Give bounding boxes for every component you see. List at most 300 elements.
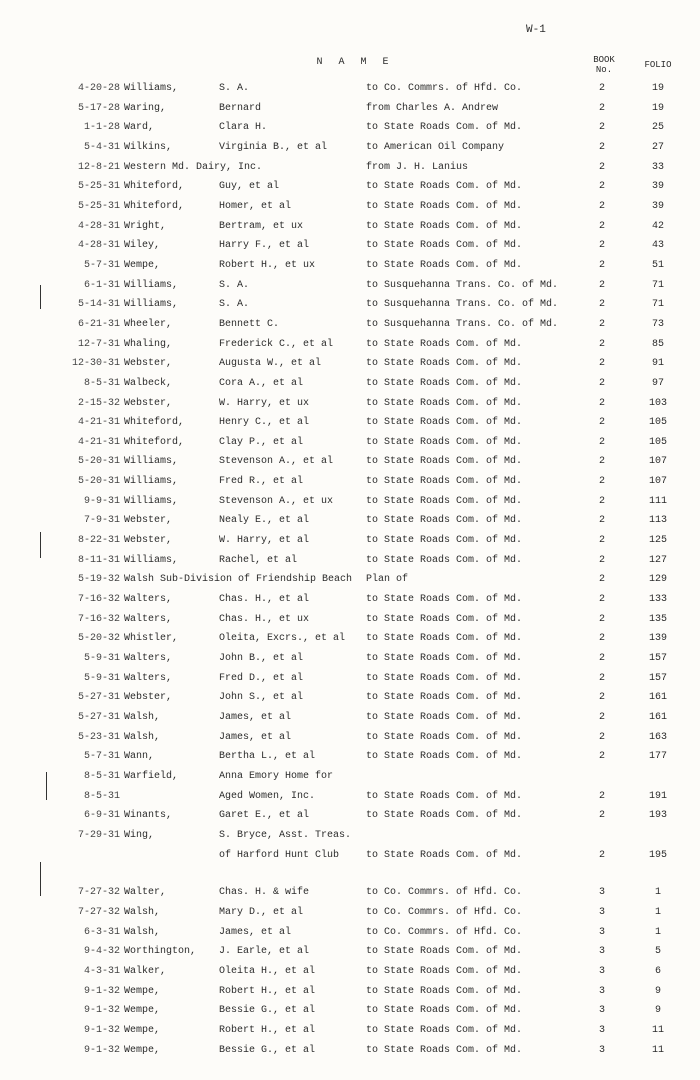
entry-date: 8-22-31 xyxy=(77,535,120,547)
entry-description: to State Roads Com. of Md. xyxy=(366,554,523,566)
entry-surname: Wempe, xyxy=(124,259,161,271)
entry-date: 4-21-31 xyxy=(77,417,120,429)
index-row xyxy=(0,767,700,787)
entry-folio-number: 91 xyxy=(651,358,664,370)
entry-surname: Walter, xyxy=(124,887,167,899)
entry-folio-number: 1 xyxy=(654,906,661,918)
entry-surname: Williams, xyxy=(124,83,179,94)
entry-folio-number: 127 xyxy=(648,554,667,566)
entry-description: to Susquehanna Trans. Co. of Md. xyxy=(366,299,559,311)
index-row xyxy=(0,354,700,374)
index-row xyxy=(0,826,700,846)
entry-folio-number: 111 xyxy=(648,495,667,507)
entry-given-name: Clara H. xyxy=(219,122,268,134)
entry-folio-number: 43 xyxy=(651,240,664,252)
entry-description: Plan of xyxy=(366,574,409,586)
entry-description: to State Roads Com. of Md. xyxy=(366,200,523,212)
entry-description: to State Roads Com. of Md. xyxy=(366,220,523,232)
entry-surname: Winants, xyxy=(124,810,173,822)
entry-folio-number: 177 xyxy=(648,751,667,763)
index-row xyxy=(0,883,700,903)
entry-book-number: 2 xyxy=(598,220,605,232)
index-row xyxy=(0,433,700,453)
entry-date: 5-20-31 xyxy=(77,456,120,468)
entry-given-name: Rachel, et al xyxy=(219,554,298,566)
entry-book-number: 2 xyxy=(598,358,605,370)
entry-description: to State Roads Com. of Md. xyxy=(366,790,523,802)
entry-folio-number: 19 xyxy=(651,102,664,114)
entry-book-number: 3 xyxy=(598,926,605,938)
entry-surname: Walsh, xyxy=(124,731,161,743)
entry-folio-number: 161 xyxy=(648,692,667,704)
entry-book-number: 2 xyxy=(598,515,605,527)
entry-date: 5-20-32 xyxy=(77,633,120,645)
index-row xyxy=(0,610,700,630)
entry-date: 12-8-21 xyxy=(77,161,120,173)
entry-date: 5-25-31 xyxy=(77,200,120,212)
entry-folio-number: 103 xyxy=(648,397,667,409)
entry-given-name: Stevenson A., et ux xyxy=(219,495,334,507)
index-row xyxy=(0,158,700,178)
entry-description: to Susquehanna Trans. Co. of Md. xyxy=(366,318,559,330)
index-row xyxy=(0,531,700,551)
index-row xyxy=(0,315,700,335)
entry-book-number: 2 xyxy=(598,377,605,389)
entry-folio-number: 129 xyxy=(648,574,667,586)
entry-folio-number: 133 xyxy=(648,594,667,606)
entry-date: 7-29-31 xyxy=(77,829,120,841)
entry-surname: Williams, xyxy=(124,279,179,291)
index-row xyxy=(0,787,700,807)
entry-description: to State Roads Com. of Md. xyxy=(366,181,523,193)
entry-description: to State Roads Com. of Md. xyxy=(366,692,523,704)
entry-book-number: 2 xyxy=(598,653,605,665)
index-entries xyxy=(0,79,700,1060)
entry-folio-number: 6 xyxy=(654,965,661,977)
entry-folio-number: 191 xyxy=(648,790,667,802)
index-row xyxy=(0,472,700,492)
entry-surname: Warfield, xyxy=(124,770,179,782)
entry-book-number: 2 xyxy=(598,456,605,468)
entry-folio-number: 9 xyxy=(654,1005,661,1017)
entry-book-number: 2 xyxy=(598,790,605,802)
entry-date: 7-16-32 xyxy=(77,594,120,606)
entry-description: to State Roads Com. of Md. xyxy=(366,240,523,252)
entry-date: 6-1-31 xyxy=(83,279,120,291)
entry-surname: Whaling, xyxy=(124,338,173,350)
entry-book-number: 2 xyxy=(598,200,605,212)
entry-given-name: Fred D., et al xyxy=(219,672,304,684)
entry-folio-number: 39 xyxy=(651,181,664,193)
entry-given-name: W. Harry, et ux xyxy=(219,397,310,409)
entry-book-number: 2 xyxy=(598,476,605,488)
entry-book-number: 2 xyxy=(598,692,605,704)
index-row xyxy=(0,649,700,669)
entry-surname: Whiteford, xyxy=(124,436,185,448)
margin-bracket-mark xyxy=(40,285,41,309)
entry-folio-number: 71 xyxy=(651,299,664,311)
index-row xyxy=(0,335,700,355)
entry-description: from Charles A. Andrew xyxy=(366,102,499,114)
folio-column-header: FOLIO xyxy=(644,60,672,70)
entry-surname: Webster, xyxy=(124,515,173,527)
entry-date: 9-9-31 xyxy=(83,495,120,507)
index-row xyxy=(0,276,700,296)
entry-surname: Walters, xyxy=(124,672,173,684)
entry-date: 1-1-28 xyxy=(83,122,120,134)
entry-date: 2-15-32 xyxy=(77,397,120,409)
index-row xyxy=(0,942,700,962)
entry-folio-number: 97 xyxy=(651,377,664,389)
entry-date: 6-21-31 xyxy=(77,318,120,330)
entry-surname: Whiteford, xyxy=(124,181,185,193)
entry-book-number: 3 xyxy=(598,1024,605,1036)
entry-description: to State Roads Com. of Md. xyxy=(366,417,523,429)
entry-book-number: 2 xyxy=(598,810,605,822)
entry-date: 5-19-32 xyxy=(77,574,120,586)
entry-date: 9-1-32 xyxy=(83,1044,120,1056)
entry-date: 5-7-31 xyxy=(83,751,120,763)
index-row xyxy=(0,295,700,315)
entry-date: 5-27-31 xyxy=(77,692,120,704)
entry-book-number: 3 xyxy=(598,1044,605,1056)
index-row xyxy=(0,669,700,689)
entry-description: to State Roads Com. of Md. xyxy=(366,712,523,723)
index-row xyxy=(0,728,700,748)
entry-date: 5-9-31 xyxy=(83,653,120,665)
entry-given-name: Bennett C. xyxy=(219,318,280,330)
entry-book-number: 2 xyxy=(598,613,605,625)
entry-book-number: 3 xyxy=(598,1005,605,1017)
entry-book-number: 2 xyxy=(598,417,605,429)
entry-given-name: Bessie G., et al xyxy=(219,1044,316,1056)
entry-surname: Wilkins, xyxy=(124,141,173,153)
entry-folio-number: 107 xyxy=(648,476,667,488)
entry-date: 4-28-31 xyxy=(77,220,120,232)
entry-date: 4-28-31 xyxy=(77,240,120,252)
entry-given-name: Henry C., et al xyxy=(219,417,310,429)
entry-date: 9-4-32 xyxy=(83,946,120,958)
index-row xyxy=(0,1041,700,1061)
entry-folio-number: 157 xyxy=(648,653,667,665)
entry-folio-number: 157 xyxy=(648,672,667,684)
entry-date: 5-20-31 xyxy=(77,476,120,488)
entry-given-name: of Harford Hunt Club xyxy=(219,849,340,861)
entry-folio-number: 1 xyxy=(654,926,661,938)
entry-given-name: Oleita, Excrs., et al xyxy=(219,633,346,645)
entry-date: 4-3-31 xyxy=(83,965,120,977)
entry-folio-number: 5 xyxy=(654,946,661,958)
entry-description: to Co. Commrs. of Hfd. Co. xyxy=(366,906,523,918)
entry-book-number: 3 xyxy=(598,906,605,918)
entry-description: to Co. Commrs. of Hfd. Co. xyxy=(366,83,523,94)
entry-given-name: Bernard xyxy=(219,102,262,114)
entry-book-number: 3 xyxy=(598,965,605,977)
entry-surname: Webster, xyxy=(124,397,173,409)
page-id: W-1 xyxy=(526,24,546,36)
entry-book-number: 2 xyxy=(598,240,605,252)
index-row xyxy=(0,962,700,982)
margin-bracket-mark xyxy=(46,772,47,800)
index-row xyxy=(0,413,700,433)
book-header-line-2: No. xyxy=(595,65,613,75)
entry-given-name: S. A. xyxy=(219,279,250,291)
index-row xyxy=(0,217,700,237)
entry-book-number: 3 xyxy=(598,985,605,997)
entry-given-name: Robert H., et al xyxy=(219,985,316,997)
entry-book-number: 2 xyxy=(598,731,605,743)
entry-folio-number: 27 xyxy=(651,141,664,153)
entry-description: to State Roads Com. of Md. xyxy=(366,672,523,684)
entry-surname: Walsh, xyxy=(124,926,161,938)
entry-folio-number: 9 xyxy=(654,985,661,997)
index-row xyxy=(0,846,700,866)
entry-folio-number: 1 xyxy=(654,887,661,899)
index-row xyxy=(0,551,700,571)
entry-date: 7-16-32 xyxy=(77,613,120,625)
entry-description: to Co. Commrs. of Hfd. Co. xyxy=(366,926,523,938)
entry-folio-number: 25 xyxy=(651,122,664,134)
entry-book-number: 2 xyxy=(598,594,605,606)
entry-folio-number: 161 xyxy=(648,712,667,723)
entry-date: 9-1-32 xyxy=(83,1024,120,1036)
entry-surname: Western Md. Dairy, Inc. xyxy=(124,161,263,173)
entry-folio-number: 107 xyxy=(648,456,667,468)
entry-book-number: 2 xyxy=(598,181,605,193)
entry-surname: Wempe, xyxy=(124,1005,161,1017)
index-row xyxy=(0,118,700,138)
entry-date: 5-7-31 xyxy=(83,259,120,271)
entry-date: 8-5-31 xyxy=(83,770,120,782)
entry-date: 5-4-31 xyxy=(83,141,120,153)
entry-surname: Waring, xyxy=(124,102,167,114)
entry-given-name: S. A. xyxy=(219,299,250,311)
entry-given-name: Augusta W., et al xyxy=(219,358,322,370)
entry-given-name: Aged Women, Inc. xyxy=(219,790,316,802)
entry-given-name: W. Harry, et al xyxy=(219,535,310,547)
entry-description: from J. H. Lanius xyxy=(366,161,469,173)
entry-book-number: 3 xyxy=(598,887,605,899)
entry-description: to Susquehanna Trans. Co. of Md. xyxy=(366,279,559,291)
entry-given-name: James, et al xyxy=(219,712,292,723)
entry-date: 5-9-31 xyxy=(83,672,120,684)
entry-given-name: John B., et al xyxy=(219,653,304,665)
entry-book-number: 2 xyxy=(598,633,605,645)
entry-given-name: Clay P., et al xyxy=(219,436,304,448)
entry-given-name: Anna Emory Home for xyxy=(219,770,334,782)
entry-surname: Walsh Sub-Division of Friendship Beach xyxy=(124,574,353,586)
entry-surname: Webster, xyxy=(124,692,173,704)
index-row xyxy=(0,138,700,158)
entry-description: to State Roads Com. of Md. xyxy=(366,1005,523,1017)
index-row xyxy=(0,806,700,826)
entry-surname: Walters, xyxy=(124,594,173,606)
entry-date: 6-3-31 xyxy=(83,926,120,938)
book-header-line-1: BOOK xyxy=(593,55,615,65)
entry-surname: Williams, xyxy=(124,495,179,507)
entry-given-name: S. Bryce, Asst. Treas. xyxy=(219,829,352,841)
entry-surname: Whiteford, xyxy=(124,417,185,429)
entry-surname: Webster, xyxy=(124,535,173,547)
entry-folio-number: 125 xyxy=(648,535,667,547)
entry-folio-number: 193 xyxy=(648,810,667,822)
entry-date: 12-30-31 xyxy=(71,358,120,370)
book-column-header xyxy=(586,55,622,75)
entry-description: to State Roads Com. of Md. xyxy=(366,849,523,861)
entry-surname: Wempe, xyxy=(124,985,161,997)
entry-book-number: 2 xyxy=(598,161,605,173)
entry-date: 7-27-32 xyxy=(77,887,120,899)
entry-folio-number: 11 xyxy=(651,1044,664,1056)
entry-given-name: Garet E., et al xyxy=(219,810,310,822)
index-row xyxy=(0,99,700,119)
index-row xyxy=(0,79,700,99)
entry-surname: Williams, xyxy=(124,554,179,566)
entry-description: to State Roads Com. of Md. xyxy=(366,338,523,350)
entry-surname: Whistler, xyxy=(124,633,179,645)
index-row xyxy=(0,1001,700,1021)
entry-description: to State Roads Com. of Md. xyxy=(366,965,523,977)
entry-surname: Williams, xyxy=(124,476,179,488)
entry-description: to State Roads Com. of Md. xyxy=(366,653,523,665)
entry-surname: Wann, xyxy=(124,751,155,763)
entry-description: to State Roads Com. of Md. xyxy=(366,1044,523,1056)
entry-description: to State Roads Com. of Md. xyxy=(366,613,523,625)
entry-given-name: Frederick C., et al xyxy=(219,338,334,350)
entry-description: to State Roads Com. of Md. xyxy=(366,377,523,389)
entry-given-name: Cora A., et al xyxy=(219,377,304,389)
entry-given-name: Virginia B., et al xyxy=(219,141,328,153)
entry-description: to State Roads Com. of Md. xyxy=(366,751,523,763)
entry-book-number: 2 xyxy=(598,554,605,566)
entry-description: to Co. Commrs. of Hfd. Co. xyxy=(366,887,523,899)
entry-folio-number: 51 xyxy=(651,259,664,271)
entry-folio-number: 105 xyxy=(648,436,667,448)
entry-description: to State Roads Com. of Md. xyxy=(366,515,523,527)
entry-given-name: Fred R., et al xyxy=(219,476,304,488)
entry-date: 9-1-32 xyxy=(83,985,120,997)
entry-folio-number: 42 xyxy=(651,220,664,232)
entry-date: 8-5-31 xyxy=(83,377,120,389)
entry-description: to State Roads Com. of Md. xyxy=(366,358,523,370)
entry-surname: Wempe, xyxy=(124,1044,161,1056)
entry-folio-number: 163 xyxy=(648,731,667,743)
index-row xyxy=(0,197,700,217)
entry-folio-number: 73 xyxy=(651,318,664,330)
entry-date: 4-20-28 xyxy=(77,83,120,94)
entry-given-name: James, et al xyxy=(219,926,292,938)
entry-surname: Walsh, xyxy=(124,712,161,723)
index-row xyxy=(0,177,700,197)
entry-book-number: 2 xyxy=(598,299,605,311)
index-row xyxy=(0,903,700,923)
entry-given-name: Bessie G., et al xyxy=(219,1005,316,1017)
entry-date: 5-14-31 xyxy=(77,299,120,311)
entry-folio-number: 139 xyxy=(648,633,667,645)
index-row xyxy=(0,236,700,256)
entry-surname: Ward, xyxy=(124,122,155,134)
index-row xyxy=(0,511,700,531)
entry-book-number: 2 xyxy=(598,574,605,586)
entry-surname: Worthington, xyxy=(124,946,197,958)
entry-folio-number: 113 xyxy=(648,515,667,527)
section-gap xyxy=(0,865,700,883)
entry-description: to State Roads Com. of Md. xyxy=(366,810,523,822)
entry-book-number: 2 xyxy=(598,535,605,547)
index-row xyxy=(0,256,700,276)
entry-given-name: Oleita H., et al xyxy=(219,965,316,977)
entry-book-number: 2 xyxy=(598,141,605,153)
entry-folio-number: 11 xyxy=(651,1024,664,1036)
entry-surname: Williams, xyxy=(124,456,179,468)
index-row xyxy=(0,688,700,708)
entry-date: 4-21-31 xyxy=(77,436,120,448)
entry-folio-number: 39 xyxy=(651,200,664,212)
entry-book-number: 2 xyxy=(598,751,605,763)
index-row xyxy=(0,747,700,767)
index-row xyxy=(0,492,700,512)
entry-description: to State Roads Com. of Md. xyxy=(366,594,523,606)
entry-surname: Williams, xyxy=(124,299,179,311)
entry-surname: Walker, xyxy=(124,965,167,977)
entry-given-name: Stevenson A., et al xyxy=(219,456,334,468)
entry-folio-number: 19 xyxy=(651,83,664,94)
entry-book-number: 2 xyxy=(598,102,605,114)
entry-description: to State Roads Com. of Md. xyxy=(366,985,523,997)
entry-book-number: 2 xyxy=(598,849,605,861)
entry-date: 9-1-32 xyxy=(83,1005,120,1017)
entry-description: to State Roads Com. of Md. xyxy=(366,397,523,409)
entry-date: 7-27-32 xyxy=(77,906,120,918)
entry-given-name: John S., et al xyxy=(219,692,304,704)
margin-bracket-mark xyxy=(40,862,41,896)
index-row xyxy=(0,374,700,394)
entry-surname: Wempe, xyxy=(124,1024,161,1036)
index-row xyxy=(0,982,700,1002)
entry-folio-number: 105 xyxy=(648,417,667,429)
entry-given-name: Guy, et al xyxy=(219,181,280,193)
entry-date: 5-27-31 xyxy=(77,712,120,723)
entry-surname: Wheeler, xyxy=(124,318,173,330)
entry-given-name: Mary D., et al xyxy=(219,906,304,918)
entry-date: 5-25-31 xyxy=(77,181,120,193)
index-row xyxy=(0,590,700,610)
entry-surname: Whiteford, xyxy=(124,200,185,212)
entry-surname: Webster, xyxy=(124,358,173,370)
entry-surname: Walters, xyxy=(124,613,173,625)
entry-description: to State Roads Com. of Md. xyxy=(366,633,523,645)
entry-description: to State Roads Com. of Md. xyxy=(366,436,523,448)
entry-folio-number: 33 xyxy=(651,161,664,173)
entry-given-name: S. A. xyxy=(219,83,250,94)
entry-surname: Walsh, xyxy=(124,906,161,918)
entry-given-name: Robert H., et ux xyxy=(219,259,316,271)
entry-date: 8-11-31 xyxy=(77,554,120,566)
name-column-header: N A M E xyxy=(316,57,394,68)
index-row xyxy=(0,708,700,728)
entry-surname: Wright, xyxy=(124,220,167,232)
entry-surname: Walters, xyxy=(124,653,173,665)
entry-description: to State Roads Com. of Md. xyxy=(366,122,523,134)
index-row xyxy=(0,452,700,472)
entry-date: 7-9-31 xyxy=(83,515,120,527)
entry-book-number: 2 xyxy=(598,318,605,330)
entry-surname: Wiley, xyxy=(124,240,161,252)
index-row xyxy=(0,394,700,414)
entry-given-name: Nealy E., et al xyxy=(219,515,310,527)
entry-description: to State Roads Com. of Md. xyxy=(366,476,523,488)
entry-book-number: 2 xyxy=(598,712,605,723)
